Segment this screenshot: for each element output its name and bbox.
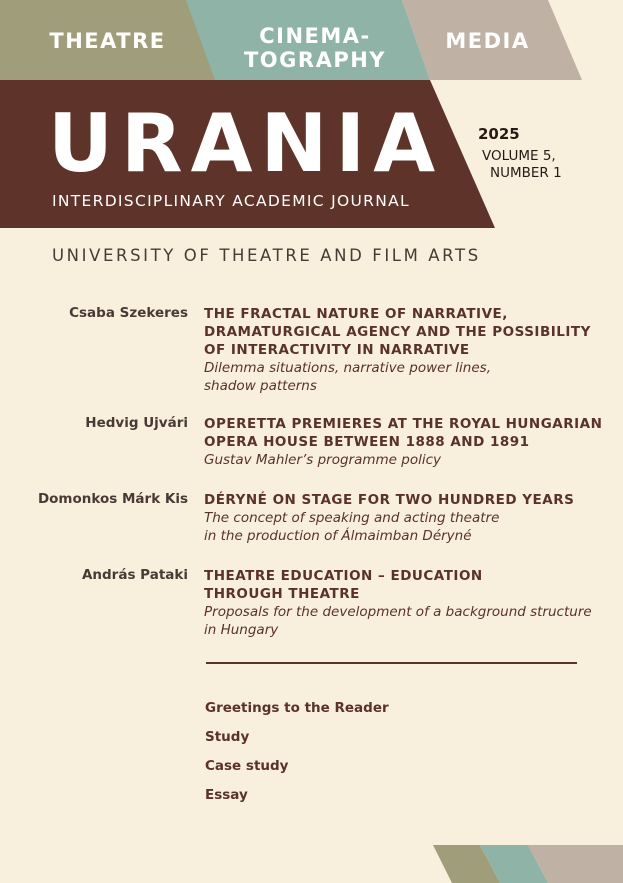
section-essay: Essay: [205, 787, 248, 803]
subtitle-line: Gustav Mahler’s programme policy: [204, 452, 442, 468]
subtitle-line: shadow patterns: [204, 378, 317, 394]
number-label: NUMBER 1: [490, 165, 562, 181]
tab-media: MEDIA: [445, 29, 530, 53]
tab-theatre: THEATRE: [49, 29, 166, 53]
article-title: [204, 305, 591, 359]
subtitle-line: in the production of Álmaimban Déryné: [204, 528, 472, 544]
title-line: OPERA HOUSE BETWEEN 1888 AND 1891: [204, 434, 530, 450]
article-subtitle: [204, 603, 592, 639]
issue-volume: [482, 148, 562, 182]
tab-cinematography-label: CINEMA- TOGRAPHY: [243, 24, 386, 72]
article-subtitle: [204, 509, 499, 545]
title-line: OPERETTA PREMIERES AT THE ROYAL HUNGARIAN: [204, 416, 603, 432]
issue-year: 2025: [478, 125, 520, 143]
article-title: [204, 491, 574, 509]
article-author: Hedvig Ujvári: [85, 415, 188, 431]
title-line: THEATRE EDUCATION – EDUCATION: [204, 568, 483, 584]
tab-cinematography: [225, 24, 405, 72]
article-title: [204, 415, 602, 451]
divider: [206, 662, 577, 664]
article-author: Domonkos Márk Kis: [37, 491, 188, 507]
subtitle-line: Proposals for the development of a background structure: [204, 604, 592, 620]
article-subtitle: [204, 451, 441, 469]
article-title: [204, 567, 483, 603]
article-subtitle: [204, 359, 491, 395]
title-line: OF INTERACTIVITY IN NARRATIVE: [204, 342, 470, 358]
section-greetings: Greetings to the Reader: [205, 700, 389, 716]
journal-subtitle: INTERDISCIPLINARY ACADEMIC JOURNAL: [52, 192, 410, 210]
section-case-study: Case study: [205, 758, 289, 774]
article-author: András Pataki: [81, 567, 188, 583]
title-line: DÉRYNÉ ON STAGE FOR TWO HUNDRED YEARS: [204, 492, 575, 508]
section-study: Study: [205, 729, 250, 745]
volume-label: VOLUME 5,: [482, 148, 556, 164]
university-name: UNIVERSITY OF THEATRE AND FILM ARTS: [52, 246, 481, 265]
article-author: Csaba Szekeres: [69, 305, 188, 321]
journal-title: URANIA: [48, 97, 444, 190]
subtitle-line: in Hungary: [204, 622, 279, 638]
subtitle-line: The concept of speaking and acting theatre: [204, 510, 500, 526]
title-line: THE FRACTAL NATURE OF NARRATIVE,: [204, 306, 508, 322]
subtitle-line: Dilemma situations, narrative power lines,: [204, 360, 491, 376]
title-line: THROUGH THEATRE: [204, 586, 360, 602]
title-line: DRAMATURGICAL AGENCY AND THE POSSIBILITY: [204, 324, 591, 340]
